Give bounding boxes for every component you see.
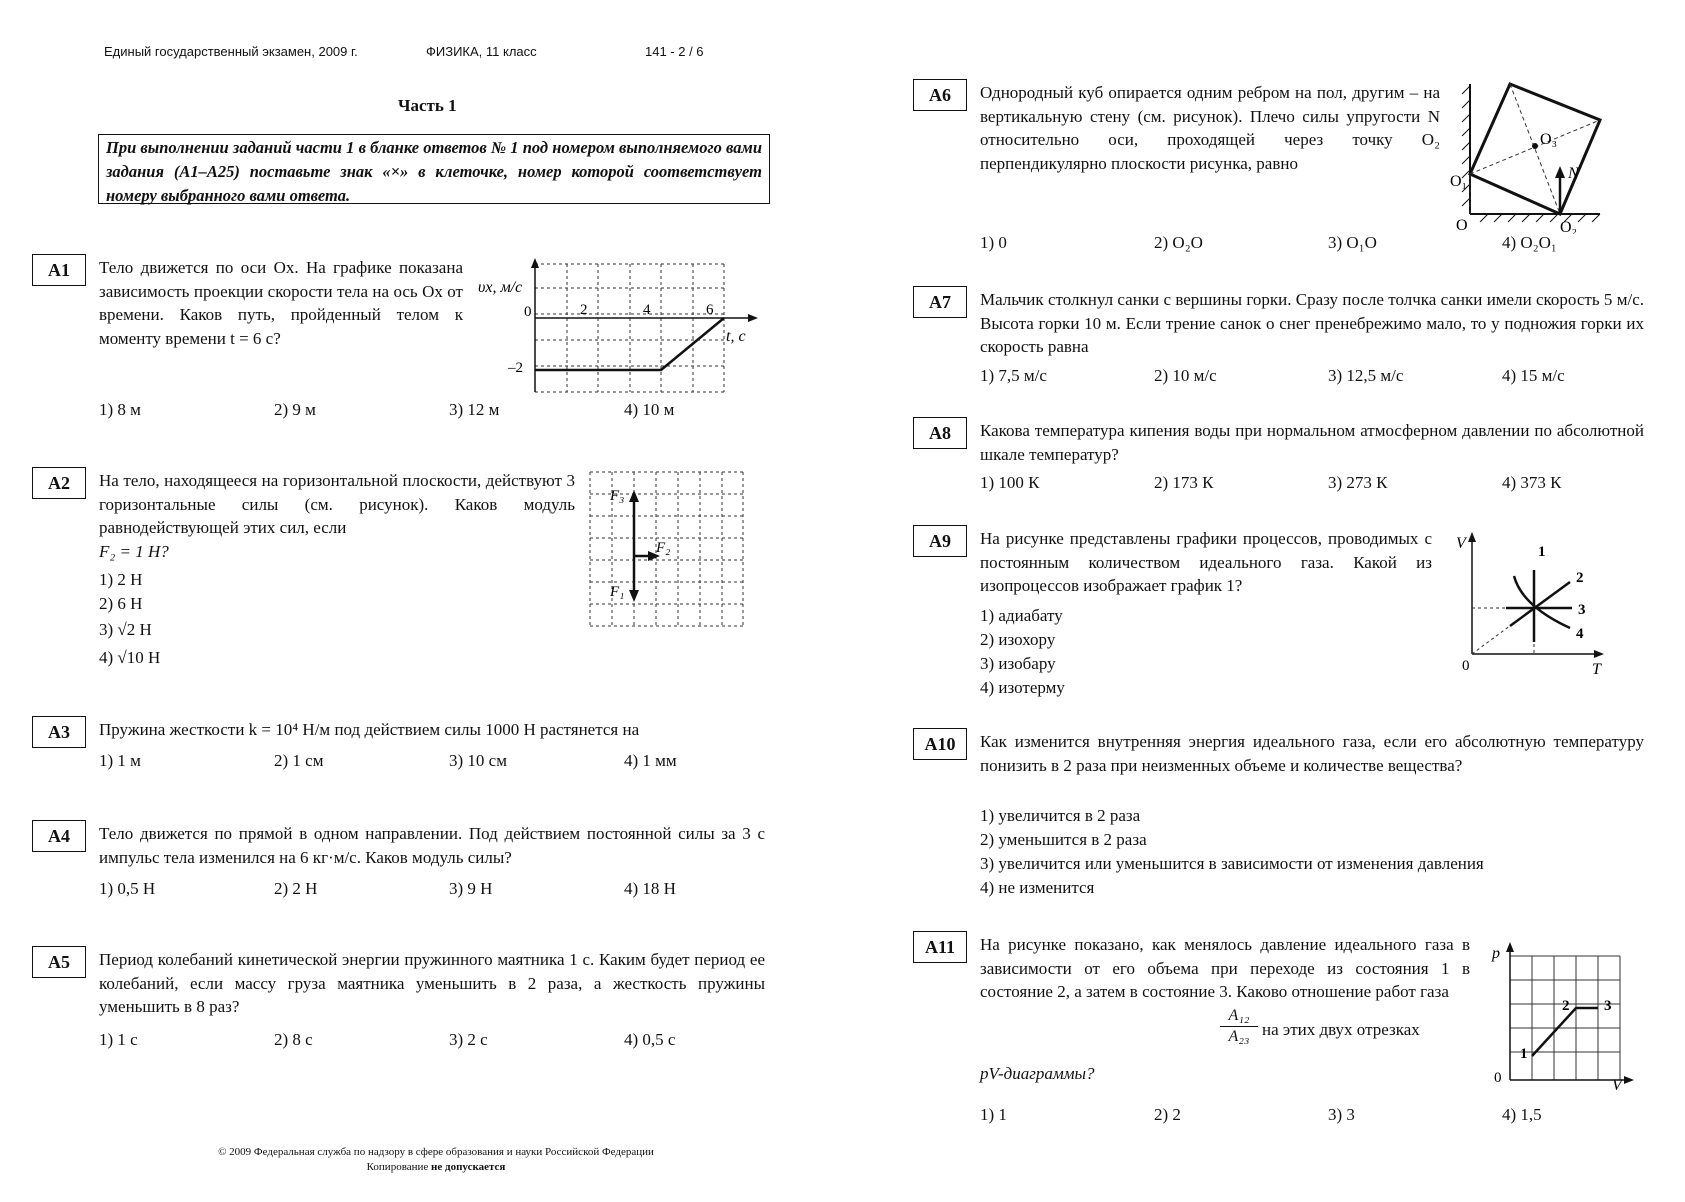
floor-hatch xyxy=(1480,214,1600,222)
option-1: 1) адиабату xyxy=(980,606,1063,625)
f3-label: F₃ xyxy=(610,488,625,504)
a1-velocity-graph xyxy=(472,258,772,398)
x-axis-label: t, с xyxy=(726,328,746,345)
question-text-cont: на этих двух отрезках xyxy=(1262,1020,1420,1039)
question-condition: F₂ = 1 Н? xyxy=(99,542,169,561)
option-3: 3) 12 м xyxy=(449,400,500,419)
a9-vt-graph xyxy=(1452,530,1612,680)
x-axis-label: T xyxy=(1592,661,1601,678)
question-label: A11 xyxy=(913,931,967,963)
option-4: 4) не изменится xyxy=(980,878,1095,897)
option-4: 4) 1,5 xyxy=(1502,1105,1542,1124)
point-label-1: 1 xyxy=(1520,1046,1528,1062)
question-label: A4 xyxy=(32,820,86,852)
x-tick-label: 2 xyxy=(580,302,588,318)
option-2: 2) 2 xyxy=(1154,1105,1181,1124)
a6-cube-figure xyxy=(1450,74,1620,234)
option-2: 2) 10 м/с xyxy=(1154,366,1217,385)
question-text: Тело движется по прямой в одном направлении. Под действием постоянной силы за 3 с импульс тела изменился на 6 кг·м/с. Каков модуль силы? xyxy=(99,824,765,867)
question-text: На тело, находящееся на горизонтальной плоскости, действуют 3 горизонтальные силы (см. рисунок). Каков модуль равнодействующей этих сил, если xyxy=(99,471,575,538)
question-label: A7 xyxy=(913,286,967,318)
option-2: 2) O₂O xyxy=(1154,233,1203,252)
option-4: 4) √10 Н xyxy=(99,648,161,667)
option-1: 1) 1 м xyxy=(99,751,141,770)
x-tick-label: 4 xyxy=(643,302,651,318)
option-2: 2) 1 см xyxy=(274,751,324,770)
question-label: A3 xyxy=(32,716,86,748)
option-1: 1) 1 с xyxy=(99,1030,138,1049)
question-label: A10 xyxy=(913,728,967,760)
option-1: 1) увеличится в 2 раза xyxy=(980,806,1141,825)
option-1: 1) 1 xyxy=(980,1105,1007,1124)
question-label: A8 xyxy=(913,417,967,449)
f2-label: F₂ xyxy=(656,540,671,556)
option-4: 4) 1 мм xyxy=(624,751,677,770)
y-axis-label: V xyxy=(1456,535,1466,552)
option-1: 1) 2 Н xyxy=(99,570,143,589)
y-axis-arrow-icon xyxy=(1506,942,1514,952)
exam-header: Единый государственный экзамен, 2009 г. xyxy=(104,44,358,59)
option-4: 4) O₂O₁ xyxy=(1502,233,1557,252)
curve-label-3: 3 xyxy=(1578,602,1586,618)
x-axis-arrow-icon xyxy=(748,314,758,322)
option-2: 2) 9 м xyxy=(274,400,316,419)
option-2: 2) 173 К xyxy=(1154,473,1214,492)
option-3: 3) 12,5 м/с xyxy=(1328,366,1404,385)
question-label: A2 xyxy=(32,467,86,499)
arrow-down-icon xyxy=(629,590,639,602)
point-label-3: 3 xyxy=(1604,998,1612,1014)
option-1: 1) 100 К xyxy=(980,473,1040,492)
option-1: 1) 8 м xyxy=(99,400,141,419)
work-ratio-fraction xyxy=(1220,1006,1258,1047)
origin-label: 0 xyxy=(1462,658,1470,674)
question-text: Как изменится внутренняя энергия идеального газа, если его абсолютную температуру понизить в 2 раза при неизменных объеме и количестве вещества? xyxy=(980,732,1644,775)
option-3: 3) изобару xyxy=(980,654,1056,673)
curve-label-2: 2 xyxy=(1576,570,1584,586)
copy-notice-prefix: Копирование xyxy=(366,1161,432,1173)
o2-label: O₂ xyxy=(1560,219,1578,234)
fraction-numerator: A₁₂ xyxy=(1220,1006,1258,1027)
o-label: O xyxy=(1456,217,1468,234)
question-text: На рисунке представлены графики процессов, проводимых с постоянным количеством идеального газа. Какой из изопроцессов изображает график 1? xyxy=(980,529,1432,596)
option-2: 2) 2 Н xyxy=(274,879,318,898)
question-text: Тело движется по оси Ox. На графике показана зависимость проекции скорости тела на ось Ox от времени. Каков путь, пройденный телом к моменту времени t = 6 с? xyxy=(99,258,463,348)
y-tick-label: –2 xyxy=(508,360,523,376)
option-2: 2) 6 Н xyxy=(99,594,143,613)
option-3: 3) √2 Н xyxy=(99,620,152,639)
question-label: A6 xyxy=(913,79,967,111)
y-axis-label: p xyxy=(1492,945,1500,962)
option-1: 1) 7,5 м/с xyxy=(980,366,1047,385)
copy-notice-bold: не допускается xyxy=(431,1161,506,1173)
n-label: N xyxy=(1568,165,1579,182)
page-number: 141 - 2 / 6 xyxy=(645,44,704,59)
a11-pv-graph xyxy=(1480,940,1640,1090)
series-line xyxy=(1532,1008,1598,1056)
x-axis-arrow-icon xyxy=(1594,650,1604,658)
option-4: 4) 373 К xyxy=(1502,473,1562,492)
option-4: 4) 10 м xyxy=(624,400,675,419)
option-2: 2) 8 с xyxy=(274,1030,313,1049)
option-1: 1) 0,5 Н xyxy=(99,879,156,898)
option-2: 2) уменьшится в 2 раза xyxy=(980,830,1147,849)
option-1: 1) 0 xyxy=(980,233,1007,252)
f1-label: F₁ xyxy=(610,584,625,600)
option-3: 3) 2 с xyxy=(449,1030,488,1049)
a2-forces-figure xyxy=(588,470,748,630)
arrow-up-icon xyxy=(1555,166,1565,178)
question-label: A9 xyxy=(913,525,967,557)
option-4: 4) 0,5 с xyxy=(624,1030,676,1049)
o3-label: O₃ xyxy=(1540,131,1558,148)
o1-label: O₁ xyxy=(1450,173,1468,190)
point-label-2: 2 xyxy=(1562,998,1570,1014)
subject-header: ФИЗИКА, 11 класс xyxy=(426,44,537,59)
option-3: 3) 273 К xyxy=(1328,473,1388,492)
x-axis-arrow-icon xyxy=(1624,1076,1634,1084)
question-text-end: pV-диаграммы? xyxy=(980,1064,1095,1083)
question-text: Однородный куб опирается одним ребром на пол, другим – на вертикальную стену (см. рисунок). Плечо силы упругости N относительно оси, проходящей через точку O₂ перпендикулярно плоскости рисунка, равно xyxy=(980,83,1440,173)
question-label: A5 xyxy=(32,946,86,978)
y-axis-arrow-icon xyxy=(531,258,539,268)
footer xyxy=(166,1145,706,1175)
option-3: 3) 10 см xyxy=(449,751,507,770)
question-text: Мальчик столкнул санки с вершины горки. Сразу после толчка санки имели скорость 5 м/с. Высота горки 10 м. Если трение санок о снег пренебрежимо мало, то у подножия горки их скорость равна xyxy=(980,290,1644,357)
y-axis-arrow-icon xyxy=(1468,532,1476,542)
option-4: 4) 15 м/с xyxy=(1502,366,1565,385)
y-axis-label: υx, м/с xyxy=(478,279,523,296)
option-2: 2) изохору xyxy=(980,630,1056,649)
copyright: © 2009 Федеральная служба по надзору в сфере образования и науки Российской Федерации xyxy=(218,1146,654,1158)
instructions-box: При выполнении заданий части 1 в бланке ответов № 1 под номером выполняемого вами задания (А1–А25) поставьте знак «×» в клеточке, номер которой соответствует номеру выбранного вами ответа. xyxy=(98,134,770,204)
option-3: 3) O₁O xyxy=(1328,233,1377,252)
x-axis-label: V xyxy=(1612,1077,1622,1090)
fraction-denominator: A₂₃ xyxy=(1228,1028,1250,1045)
option-3: 3) 3 xyxy=(1328,1105,1355,1124)
question-text: Какова температура кипения воды при нормальном атмосферном давлении по абсолютной шкале температур? xyxy=(980,421,1644,464)
arrow-up-icon xyxy=(629,490,639,502)
question-text: Пружина жесткости k = 10⁴ Н/м под действием силы 1000 Н растянется на xyxy=(99,720,640,739)
question-text: На рисунке показано, как менялось давление идеального газа в зависимости от его объема при переходе из состояния 1 в состояние 2, а затем в состояние 3. Каково отношение работ газа xyxy=(980,935,1470,1002)
question-label: A1 xyxy=(32,254,86,286)
grid xyxy=(535,264,724,392)
curve-label-1: 1 xyxy=(1538,544,1546,560)
copy-notice xyxy=(166,1160,706,1175)
part-title: Часть 1 xyxy=(398,96,457,115)
curve-label-4: 4 xyxy=(1576,626,1584,642)
option-4: 4) 18 Н xyxy=(624,879,676,898)
origin-label: 0 xyxy=(524,304,532,320)
origin-label: 0 xyxy=(1494,1070,1502,1086)
option-3: 3) 9 Н xyxy=(449,879,493,898)
center-point-o3 xyxy=(1532,143,1538,149)
question-text: Период колебаний кинетической энергии пружинного маятника 1 с. Каким будет период ее колебаний, если массу груза маятника уменьшить в 2 раза, а жесткость пружины уменьшить в 8 раз? xyxy=(99,950,765,1017)
x-tick-label: 6 xyxy=(706,302,714,318)
option-4: 4) изотерму xyxy=(980,678,1065,697)
option-3: 3) увеличится или уменьшится в зависимости от изменения давления xyxy=(980,854,1484,873)
